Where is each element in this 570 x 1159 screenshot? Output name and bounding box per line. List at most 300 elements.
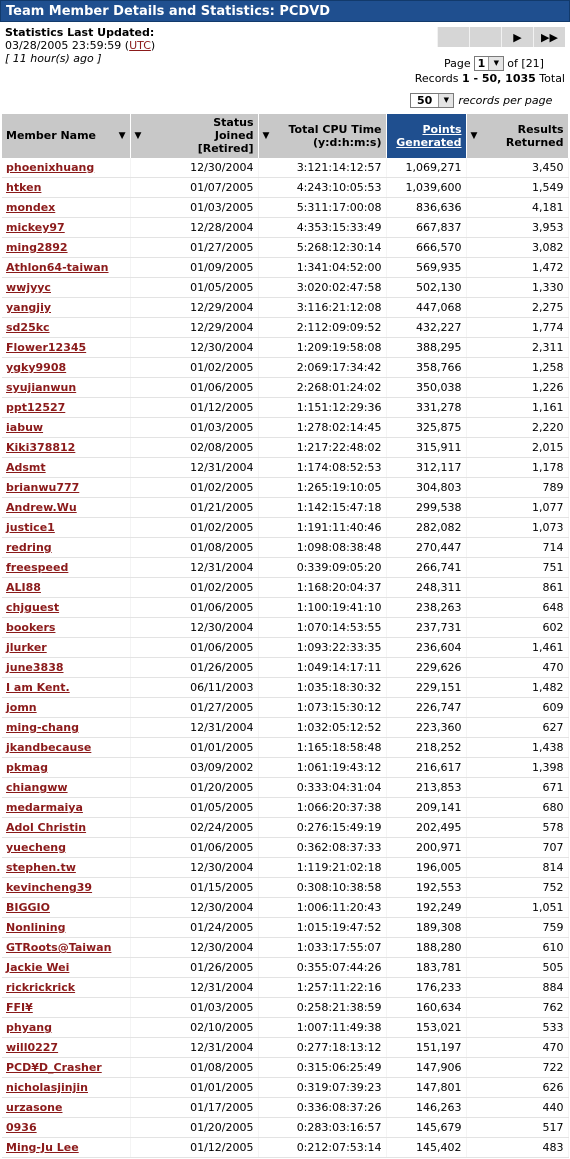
member-name-link[interactable]: nicholasjinjin (6, 1081, 88, 1094)
results-cell: 517 (466, 1118, 568, 1138)
table-body (2, 158, 568, 1158)
results-cell: 1,178 (466, 458, 568, 478)
results-cell: 814 (466, 858, 568, 878)
member-name-link[interactable]: Kiki378812 (6, 441, 76, 454)
records-per-page-value: 50 (417, 93, 433, 107)
member-name-link[interactable]: mondex (6, 201, 56, 214)
member-name-cell (2, 1118, 130, 1138)
member-name-link[interactable]: ppt12527 (6, 401, 66, 414)
column-label-points-link[interactable]: Points Generated (396, 122, 462, 149)
cpu-time-cell: 1:278:02:14:45 (258, 418, 386, 438)
member-name-cell (2, 238, 130, 258)
column-label-cpu: Total CPU Time (y:d:h:m:s) (288, 122, 382, 149)
points-cell: 229,626 (386, 658, 466, 678)
joined-date-cell: 12/30/2004 (130, 618, 258, 638)
points-cell: 188,280 (386, 938, 466, 958)
member-name-cell (2, 338, 130, 358)
results-cell: 3,953 (466, 218, 568, 238)
member-name-link[interactable]: mickey97 (6, 221, 65, 234)
table-row (2, 1058, 568, 1078)
member-name-link[interactable]: ming2892 (6, 241, 68, 254)
member-name-cell (2, 858, 130, 878)
results-cell: 752 (466, 878, 568, 898)
records-per-page-select[interactable] (410, 93, 454, 108)
member-name-link[interactable]: stephen.tw (6, 861, 76, 874)
cpu-time-cell: 1:015:19:47:52 (258, 918, 386, 938)
table-row (2, 878, 568, 898)
points-cell: 183,781 (386, 958, 466, 978)
member-name-cell (2, 738, 130, 758)
joined-date-cell: 01/07/2005 (130, 178, 258, 198)
member-name-link[interactable]: Nonlining (6, 921, 66, 934)
points-cell: 176,233 (386, 978, 466, 998)
results-cell: 1,472 (466, 258, 568, 278)
results-cell: 707 (466, 838, 568, 858)
cpu-time-cell: 0:315:06:25:49 (258, 1058, 386, 1078)
points-cell: 236,604 (386, 638, 466, 658)
member-name-link[interactable]: phoenixhuang (6, 160, 95, 174)
results-cell: 1,398 (466, 758, 568, 778)
joined-date-cell: 01/26/2005 (130, 958, 258, 978)
table-row (2, 1118, 568, 1138)
points-cell: 147,801 (386, 1078, 466, 1098)
member-name-cell (2, 218, 130, 238)
points-cell: 1,039,600 (386, 178, 466, 198)
member-name-link[interactable]: FFI¥ (6, 1001, 33, 1014)
member-name-cell (2, 578, 130, 598)
results-cell: 1,438 (466, 738, 568, 758)
member-name-link[interactable]: PCD¥D_Crasher (6, 1061, 102, 1074)
joined-date-cell: 01/17/2005 (130, 1098, 258, 1118)
last-page-button[interactable]: ▶▶ (533, 27, 565, 47)
member-name-link[interactable]: htken (6, 181, 42, 194)
sort-arrow-icon[interactable]: ▼ (470, 130, 478, 141)
joined-date-cell: 01/05/2005 (130, 798, 258, 818)
member-name-link[interactable]: ming-chang (6, 721, 79, 734)
member-name-cell (2, 1098, 130, 1118)
cpu-time-cell: 4:243:10:05:53 (258, 178, 386, 198)
records-per-page-line (410, 92, 552, 108)
results-cell: 609 (466, 698, 568, 718)
member-name-link[interactable]: yangjiy (6, 301, 52, 314)
member-name-cell (2, 438, 130, 458)
joined-date-cell: 01/02/2005 (130, 578, 258, 598)
member-name-link[interactable]: justice1 (6, 521, 55, 534)
table-row (2, 658, 568, 678)
member-name-link[interactable]: Andrew.Wu (6, 501, 77, 514)
joined-date-cell: 12/31/2004 (130, 1038, 258, 1058)
table-row (2, 298, 568, 318)
cpu-time-cell: 0:276:15:49:19 (258, 818, 386, 838)
cpu-time-cell: 1:142:15:47:18 (258, 498, 386, 518)
cpu-time-cell: 2:112:09:09:52 (258, 318, 386, 338)
table-row (2, 538, 568, 558)
member-name-cell (2, 158, 130, 178)
member-name-cell (2, 558, 130, 578)
joined-date-cell: 01/21/2005 (130, 498, 258, 518)
cpu-time-cell: 1:049:14:17:11 (258, 658, 386, 678)
column-header-results[interactable] (466, 114, 568, 158)
records-summary (415, 72, 565, 85)
member-name-link[interactable]: urzasone (6, 1101, 63, 1114)
table-row (2, 318, 568, 338)
joined-date-cell: 12/30/2004 (130, 938, 258, 958)
member-name-cell (2, 838, 130, 858)
table-row (2, 778, 568, 798)
cpu-time-cell: 1:070:14:53:55 (258, 618, 386, 638)
points-cell: 248,311 (386, 578, 466, 598)
results-cell: 470 (466, 658, 568, 678)
cpu-time-cell: 0:308:10:38:58 (258, 878, 386, 898)
cpu-time-cell: 1:035:18:30:32 (258, 678, 386, 698)
joined-date-cell: 12/30/2004 (130, 898, 258, 918)
member-name-cell (2, 618, 130, 638)
joined-date-cell: 12/30/2004 (130, 158, 258, 178)
member-name-link[interactable]: medarmaiya (6, 801, 83, 814)
member-name-link[interactable]: 0936 (6, 1121, 37, 1134)
member-name-link[interactable]: chiangww (6, 781, 68, 794)
stats-info (5, 26, 155, 65)
joined-date-cell: 12/30/2004 (130, 338, 258, 358)
first-page-button[interactable]: ◀◀ (437, 27, 469, 47)
cpu-time-cell: 1:165:18:58:48 (258, 738, 386, 758)
joined-date-cell: 01/06/2005 (130, 378, 258, 398)
points-cell: 192,553 (386, 878, 466, 898)
table-row (2, 278, 568, 298)
table-row (2, 718, 568, 738)
member-name-link[interactable]: I am Kent. (6, 681, 70, 694)
cpu-time-cell: 3:020:02:47:58 (258, 278, 386, 298)
member-name-link[interactable]: ALI88 (6, 581, 41, 594)
cpu-time-cell: 1:093:22:33:35 (258, 638, 386, 658)
results-cell: 1,051 (466, 898, 568, 918)
joined-date-cell: 01/06/2005 (130, 838, 258, 858)
table-row (2, 898, 568, 918)
member-name-cell (2, 298, 130, 318)
member-name-cell (2, 498, 130, 518)
joined-date-cell: 01/06/2005 (130, 638, 258, 658)
member-name-link[interactable]: chjguest (6, 601, 60, 614)
member-name-cell (2, 458, 130, 478)
results-cell: 861 (466, 578, 568, 598)
cpu-time-cell: 3:121:14:12:57 (258, 158, 386, 178)
table-row (2, 438, 568, 458)
member-name-cell (2, 898, 130, 918)
points-cell: 432,227 (386, 318, 466, 338)
sort-arrow-icon[interactable]: ▼ (134, 130, 142, 141)
points-cell: 145,679 (386, 1118, 466, 1138)
points-cell: 226,747 (386, 698, 466, 718)
member-name-link[interactable]: kevincheng39 (6, 881, 93, 894)
results-cell: 1,161 (466, 398, 568, 418)
page-total: of [21] (507, 56, 544, 70)
member-name-link[interactable]: bookers (6, 621, 56, 634)
member-name-link[interactable]: redring (6, 541, 52, 554)
member-name-link[interactable]: Adol Christin (6, 821, 87, 834)
joined-date-cell: 01/08/2005 (130, 1058, 258, 1078)
table-row (2, 1018, 568, 1038)
cpu-time-cell: 1:098:08:38:48 (258, 538, 386, 558)
cpu-time-cell: 4:353:15:33:49 (258, 218, 386, 238)
cpu-time-cell: 2:069:17:34:42 (258, 358, 386, 378)
results-cell: 2,015 (466, 438, 568, 458)
points-cell: 569,935 (386, 258, 466, 278)
member-name-link[interactable]: Athlon64-taiwan (6, 261, 109, 274)
column-header-cpu[interactable] (258, 114, 386, 158)
member-name-link[interactable]: BIGGIO (6, 901, 50, 914)
table-row (2, 1098, 568, 1118)
member-name-link[interactable]: rickrickrick (6, 981, 76, 994)
member-name-link[interactable]: syujianwun (6, 381, 77, 394)
member-name-cell (2, 698, 130, 718)
member-name-link[interactable]: sd25kc (6, 321, 50, 334)
member-name-link[interactable]: iabuw (6, 421, 44, 434)
cpu-time-cell: 1:168:20:04:37 (258, 578, 386, 598)
joined-date-cell: 01/03/2005 (130, 418, 258, 438)
points-cell: 192,249 (386, 898, 466, 918)
joined-date-cell: 01/24/2005 (130, 918, 258, 938)
joined-date-cell: 01/01/2005 (130, 738, 258, 758)
results-cell: 789 (466, 478, 568, 498)
cpu-time-cell: 0:283:03:16:57 (258, 1118, 386, 1138)
joined-date-cell: 01/05/2005 (130, 278, 258, 298)
records-range: 1 - 50, 1035 (461, 72, 536, 85)
results-cell: 3,450 (466, 158, 568, 178)
records-suffix: Total (539, 72, 565, 85)
results-cell: 1,482 (466, 678, 568, 698)
next-page-button[interactable]: ▶ (501, 27, 533, 47)
table-header-row (2, 114, 568, 158)
joined-date-cell: 02/24/2005 (130, 818, 258, 838)
joined-date-cell: 01/08/2005 (130, 538, 258, 558)
member-name-cell (2, 258, 130, 278)
points-cell: 282,082 (386, 518, 466, 538)
table-row (2, 618, 568, 638)
page-label: Page (444, 56, 471, 70)
joined-date-cell: 12/28/2004 (130, 218, 258, 238)
points-cell: 447,068 (386, 298, 466, 318)
points-cell: 270,447 (386, 538, 466, 558)
member-name-cell (2, 658, 130, 678)
points-cell: 667,837 (386, 218, 466, 238)
joined-date-cell: 01/12/2005 (130, 398, 258, 418)
utc-link[interactable]: UTC (129, 39, 151, 52)
joined-date-cell: 01/27/2005 (130, 238, 258, 258)
member-name-link[interactable]: wwjyyc (6, 281, 51, 294)
table-row (2, 798, 568, 818)
cpu-time-cell: 1:341:04:52:00 (258, 258, 386, 278)
member-name-cell (2, 938, 130, 958)
member-name-link[interactable]: Ming-Ju Lee (6, 1141, 79, 1154)
cpu-time-cell: 1:209:19:58:08 (258, 338, 386, 358)
joined-date-cell: 12/31/2004 (130, 458, 258, 478)
points-cell: 196,005 (386, 858, 466, 878)
cpu-time-cell: 1:007:11:49:38 (258, 1018, 386, 1038)
table-row (2, 678, 568, 698)
member-name-link[interactable]: pkmag (6, 761, 48, 774)
results-cell: 610 (466, 938, 568, 958)
member-name-cell (2, 478, 130, 498)
cpu-time-cell: 0:277:18:13:12 (258, 1038, 386, 1058)
table-row (2, 978, 568, 998)
member-name-cell (2, 378, 130, 398)
joined-date-cell: 01/09/2005 (130, 258, 258, 278)
stats-label: Statistics Last Updated: (5, 26, 155, 39)
cpu-time-cell: 1:265:19:10:05 (258, 478, 386, 498)
cpu-time-cell: 1:100:19:41:10 (258, 598, 386, 618)
member-name-link[interactable]: yuecheng (6, 841, 66, 854)
member-name-cell (2, 758, 130, 778)
page-select-value: 1 (477, 56, 486, 70)
points-cell: 304,803 (386, 478, 466, 498)
table-row (2, 858, 568, 878)
page-title: Team Member Details and Statistics: PCDVD (0, 0, 570, 22)
table-row (2, 578, 568, 598)
points-cell: 238,263 (386, 598, 466, 618)
cpu-time-cell: 1:066:20:37:38 (258, 798, 386, 818)
results-cell: 759 (466, 918, 568, 938)
cpu-time-cell: 0:333:04:31:04 (258, 778, 386, 798)
member-name-cell (2, 718, 130, 738)
joined-date-cell: 01/02/2005 (130, 518, 258, 538)
sort-arrow-icon[interactable]: ▼ (262, 130, 270, 141)
member-name-link[interactable]: june3838 (6, 661, 64, 674)
table-row (2, 478, 568, 498)
points-cell: 502,130 (386, 278, 466, 298)
table-row (2, 458, 568, 478)
points-cell: 146,263 (386, 1098, 466, 1118)
cpu-time-cell: 1:032:05:12:52 (258, 718, 386, 738)
points-cell: 666,570 (386, 238, 466, 258)
column-header-joined[interactable] (130, 114, 258, 158)
points-cell: 836,636 (386, 198, 466, 218)
joined-date-cell: 12/31/2004 (130, 558, 258, 578)
table-row (2, 398, 568, 418)
records-prefix: Records (414, 72, 459, 85)
results-cell: 714 (466, 538, 568, 558)
results-cell: 1,461 (466, 638, 568, 658)
points-cell: 209,141 (386, 798, 466, 818)
joined-date-cell: 12/30/2004 (130, 858, 258, 878)
table-row (2, 158, 568, 178)
points-cell: 151,197 (386, 1038, 466, 1058)
points-cell: 388,295 (386, 338, 466, 358)
member-name-link[interactable]: Flower12345 (6, 341, 87, 354)
results-cell: 751 (466, 558, 568, 578)
cpu-time-cell: 0:336:08:37:26 (258, 1098, 386, 1118)
points-cell: 213,853 (386, 778, 466, 798)
member-name-cell (2, 178, 130, 198)
results-cell: 4,181 (466, 198, 568, 218)
member-name-cell (2, 1138, 130, 1158)
table-row (2, 338, 568, 358)
cpu-time-cell: 1:006:11:20:43 (258, 898, 386, 918)
results-cell: 533 (466, 1018, 568, 1038)
table-row (2, 938, 568, 958)
joined-date-cell: 01/12/2005 (130, 1138, 258, 1158)
records-per-page-label: records per page (458, 93, 553, 107)
column-header-member[interactable] (2, 114, 130, 158)
member-name-cell (2, 1078, 130, 1098)
points-cell: 350,038 (386, 378, 466, 398)
column-header-points[interactable] (386, 114, 466, 158)
member-name-cell (2, 1058, 130, 1078)
points-cell: 223,360 (386, 718, 466, 738)
member-name-link[interactable]: GTRoots@Taiwan (6, 941, 112, 954)
table-row (2, 558, 568, 578)
member-name-cell (2, 778, 130, 798)
member-name-link[interactable]: brianwu777 (6, 481, 80, 494)
table-row (2, 918, 568, 938)
results-cell: 884 (466, 978, 568, 998)
points-cell: 153,021 (386, 1018, 466, 1038)
member-name-link[interactable]: jomn (6, 701, 37, 714)
member-name-cell (2, 818, 130, 838)
table-row (2, 598, 568, 618)
table-row (2, 358, 568, 378)
member-name-link[interactable]: ygky9908 (6, 361, 67, 374)
table-row (2, 998, 568, 1018)
results-cell: 648 (466, 598, 568, 618)
points-cell: 299,538 (386, 498, 466, 518)
results-cell: 1,077 (466, 498, 568, 518)
points-cell: 189,308 (386, 918, 466, 938)
points-cell: 229,151 (386, 678, 466, 698)
member-name-cell (2, 998, 130, 1018)
member-name-link[interactable]: Jackie Wei (6, 961, 70, 974)
page-select[interactable] (474, 56, 505, 71)
column-label-member: Member Name (6, 129, 97, 142)
member-name-cell (2, 198, 130, 218)
joined-date-cell: 01/01/2005 (130, 1078, 258, 1098)
cpu-time-cell: 1:191:11:40:46 (258, 518, 386, 538)
joined-date-cell: 03/09/2002 (130, 758, 258, 778)
table-row (2, 1038, 568, 1058)
results-cell: 722 (466, 1058, 568, 1078)
table-row (2, 238, 568, 258)
member-name-link[interactable]: jlurker (6, 641, 47, 654)
cpu-time-cell: 0:339:09:05:20 (258, 558, 386, 578)
member-name-link[interactable]: phyang (6, 1021, 53, 1034)
previous-page-button[interactable]: ◀ (469, 27, 501, 47)
member-stats-table (2, 113, 569, 1158)
points-cell: 200,971 (386, 838, 466, 858)
member-name-cell (2, 278, 130, 298)
member-name-link[interactable]: Adsmt (6, 461, 46, 474)
sort-arrow-icon[interactable]: ▼ (118, 130, 126, 141)
member-name-link[interactable]: jkandbecause (6, 741, 92, 754)
table-row (2, 378, 568, 398)
table-row (2, 178, 568, 198)
member-name-cell (2, 318, 130, 338)
results-cell: 578 (466, 818, 568, 838)
member-name-link[interactable]: freespeed (6, 561, 69, 574)
table-row (2, 518, 568, 538)
member-name-link[interactable]: will0227 (6, 1041, 59, 1054)
joined-date-cell: 01/20/2005 (130, 778, 258, 798)
member-name-cell (2, 538, 130, 558)
cpu-time-cell: 1:257:11:22:16 (258, 978, 386, 998)
cpu-time-cell: 1:217:22:48:02 (258, 438, 386, 458)
member-name-cell (2, 878, 130, 898)
results-cell: 1,073 (466, 518, 568, 538)
table-row (2, 958, 568, 978)
table-row (2, 258, 568, 278)
joined-date-cell: 02/08/2005 (130, 438, 258, 458)
member-name-cell (2, 1018, 130, 1038)
points-cell: 325,875 (386, 418, 466, 438)
cpu-time-cell: 1:061:19:43:12 (258, 758, 386, 778)
